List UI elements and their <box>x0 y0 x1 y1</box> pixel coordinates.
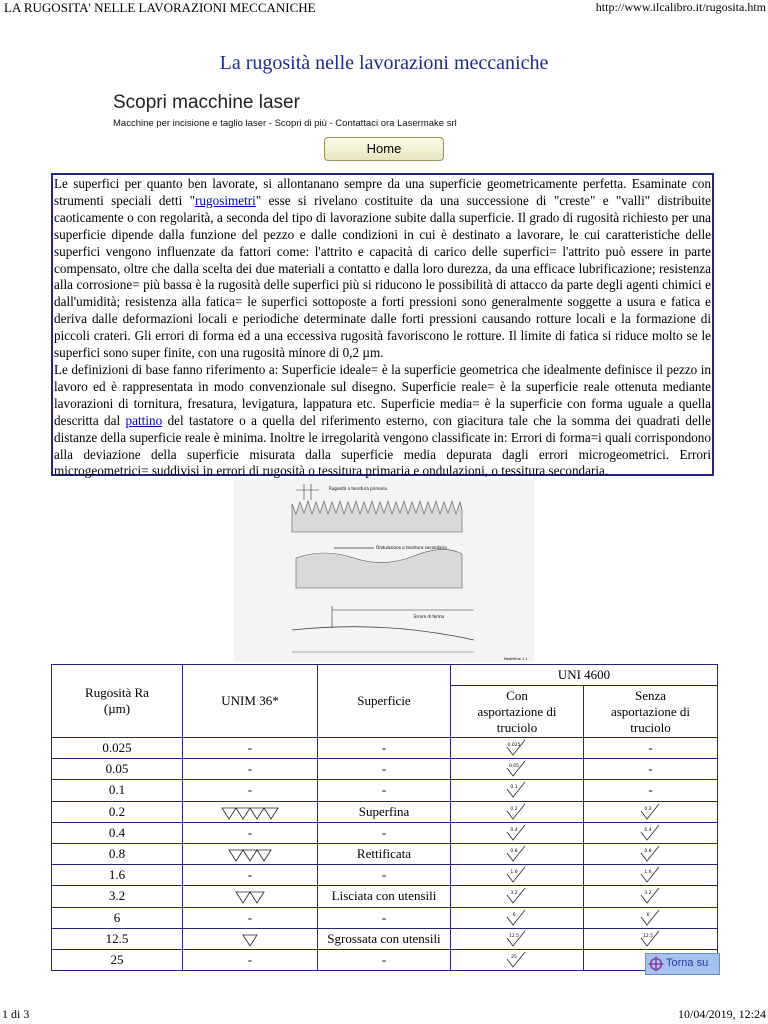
intro-paragraph-2 <box>54 362 711 480</box>
svg-text:0.8: 0.8 <box>510 849 518 855</box>
intro-p2-text-a: Le definizioni di base fanno riferimento a: Superficie ideale= è la superficie geometrica che idealmente definisce il pezzo in lavoro ed è rappresentata in modo convenzionale sul disegno. Superficie reale= è la superficie reale ottenuta mediante lavorazioni di tornitura, fresatura, levigatura, lappatura etc. Superficie media= è la superficie con forma uguale a quella descritta dal <box>54 361 711 428</box>
cell-senza <box>584 886 718 907</box>
cell-ra: 25 <box>52 949 183 970</box>
svg-text:6: 6 <box>646 912 649 918</box>
svg-text:0.4: 0.4 <box>510 827 518 833</box>
cell-superficie: - <box>318 949 451 970</box>
svg-text:1.6: 1.6 <box>510 870 518 876</box>
cell-ra: 0.4 <box>52 822 183 843</box>
cell-con <box>451 886 584 907</box>
svg-text:3.2: 3.2 <box>510 891 518 897</box>
cell-unim <box>183 928 318 949</box>
header-senza: Senza asportazione di truciolo <box>584 686 718 738</box>
roughness-symbol-icon <box>505 824 529 842</box>
roughness-circle-symbol-icon <box>639 887 663 905</box>
table-row <box>52 780 718 801</box>
cell-superficie: - <box>318 865 451 886</box>
table-row <box>52 907 718 928</box>
cell-superficie: - <box>318 907 451 928</box>
unim-triangles-icon <box>220 806 280 820</box>
roughness-circle-symbol-icon <box>639 866 663 884</box>
cell-ra: 3.2 <box>52 886 183 907</box>
crosshair-icon <box>648 956 664 972</box>
roughness-diagram-svg <box>234 480 534 662</box>
table-row <box>52 886 718 907</box>
footer-datetime: 10/04/2019, 12:24 <box>677 1007 766 1021</box>
svg-text:0.025: 0.025 <box>507 743 521 749</box>
svg-text:1.6: 1.6 <box>643 870 652 876</box>
ad-subtext[interactable]: Macchine per incisione e taglio laser - Scopri di più - Contattaci ora Lasermake srl <box>113 118 457 129</box>
roughness-circle-symbol-icon <box>639 824 663 842</box>
table-row <box>52 843 718 864</box>
roughness-circle-symbol-icon <box>639 930 663 948</box>
header-ra: Rugosità Ra (µm) <box>52 665 183 738</box>
pattino-link[interactable]: pattino <box>125 412 163 428</box>
cell-senza <box>584 907 718 928</box>
cell-ra: 0.1 <box>52 780 183 801</box>
intro-paragraph-1 <box>54 176 711 362</box>
cell-superficie: - <box>318 780 451 801</box>
footer-page: 1 di 3 <box>2 1007 30 1021</box>
cell-superficie: Lisciata con utensili <box>318 886 451 907</box>
cell-ra: 12.5 <box>52 928 183 949</box>
cell-ra: 1.6 <box>52 865 183 886</box>
header-con: Con asportazione di truciolo <box>451 686 584 738</box>
table-row <box>52 801 718 822</box>
cell-unim: - <box>183 822 318 843</box>
table-row <box>52 928 718 949</box>
unim-triangles-icon <box>234 890 266 904</box>
unim-triangles-icon <box>241 933 259 947</box>
cell-ra: 0.05 <box>52 759 183 780</box>
roughness-symbol-icon <box>505 909 529 927</box>
torna-su-button[interactable] <box>645 953 720 975</box>
header-superficie: Superficie <box>318 665 451 738</box>
svg-text:3.2: 3.2 <box>643 891 652 897</box>
cell-unim: - <box>183 738 318 759</box>
cell-unim: - <box>183 907 318 928</box>
cell-senza: - <box>584 738 718 759</box>
cell-ra: 6 <box>52 907 183 928</box>
intro-p1-text-a: Le superfici per quanto ben lavorate, si allontanano sempre da una superficie geometricamente perfetta. Esaminate con strumenti speciali detti " <box>54 176 711 208</box>
svg-text:0.05: 0.05 <box>508 764 520 770</box>
cell-con <box>451 949 584 970</box>
roughness-circle-symbol-icon <box>639 909 663 927</box>
roughness-circle-symbol-icon <box>639 845 663 863</box>
roughness-symbol-icon <box>505 739 529 757</box>
roughness-circle-symbol-icon <box>639 803 663 821</box>
cell-con <box>451 928 584 949</box>
intro-text-box <box>51 173 714 479</box>
cell-con <box>451 780 584 801</box>
roughness-table <box>51 664 718 971</box>
print-header-url: http://www.ilcalibro.it/rugosita.htm <box>595 0 766 14</box>
svg-text:12.5: 12.5 <box>508 933 520 939</box>
table-row <box>52 949 718 970</box>
page-title: La rugosità nelle lavorazioni meccaniche <box>219 52 549 74</box>
cell-con <box>451 759 584 780</box>
rugosimetri-link[interactable]: rugosimetri <box>195 192 256 208</box>
figure-label-note: Modifiche 1.1 <box>504 657 528 661</box>
cell-senza <box>584 928 718 949</box>
cell-ra: 0.8 <box>52 843 183 864</box>
cell-senza: - <box>584 780 718 801</box>
figure-label-primary: Rugosità o tessitura primaria <box>329 486 387 491</box>
cell-con <box>451 801 584 822</box>
ad-heading[interactable]: Scopri macchine laser <box>113 92 300 113</box>
cell-con <box>451 738 584 759</box>
cell-superficie: - <box>318 738 451 759</box>
cell-unim <box>183 801 318 822</box>
roughness-symbol-icon <box>505 951 529 969</box>
table-row <box>52 865 718 886</box>
roughness-symbol-icon <box>505 887 529 905</box>
intro-p2-text-b: del tastatore o a quella del riferimento esterno, con giacitura tale che la somma dei quadrati delle distanze della superficie reale è minima. Inoltre le irregolarità vengono classificate in: Errori di forma=i quali corrispondono alla deviazione della superficie misurata dalla superficie media depurata dagli errori microgeometrici. Errori microgeometrici= suddivisi in errori di rugosità o tessitura primaria e ondulazioni, o tessitura secondaria. <box>54 412 711 479</box>
home-button[interactable]: Home <box>324 137 444 161</box>
intro-p1-text-b: " esse si rivelano costituite da una successione di "creste" e "valli" distribuite caoticamente o con regolarità, a seconda del tipo di lavorazione subite dalla superficie. Il grado di rugosità richiesto per una superficie dipende dalla funzione del pezzo e dalle condizioni in cui è destinato a lavorare, le cui caratteristiche delle superfici vengono influenzate da fattori come: l'attrito e capacità di carico delle superfici= l'attrito può essere in parte compensato, oltre che dalla scelta dei due materiali a contatto e dalla loro durezza, da una efficace lubrificazione; resistenza alla corrosione= più bassa è la rugosità delle superfici più si riducono le possibilità di attacco da parte degli agenti chimici e dall'umidità; resistenza alla fatica= le superfici sottoposte a forti pressioni sono generalmente soggette a usura e fatica e deriva dalle deformazioni locali e periodiche determinate dalle forti pressioni causando rotture locali e la formazione di piccoli crateri. Gli errori di forma ed a una eccessiva rugosità favoriscono le rotture. Il limite di fatica si riduce molto se le superfici sono super finite, con una rugosità minore di 0,2 µm. <box>54 192 711 361</box>
roughness-symbol-icon <box>505 845 529 863</box>
roughness-diagram <box>234 480 534 662</box>
print-header-title: LA RUGOSITA' NELLE LAVORAZIONI MECCANICHE <box>4 0 316 15</box>
cell-con <box>451 865 584 886</box>
header-uni: UNI 4600 <box>451 665 718 686</box>
cell-con <box>451 822 584 843</box>
svg-text:0.2: 0.2 <box>643 806 652 812</box>
figure-label-secondary: Ondulazione o tessitura secondaria <box>376 545 447 550</box>
cell-con <box>451 843 584 864</box>
roughness-symbol-icon <box>505 760 529 778</box>
cell-superficie: Rettificata <box>318 843 451 864</box>
svg-text:25: 25 <box>511 954 517 960</box>
cell-unim <box>183 886 318 907</box>
cell-ra: 0.2 <box>52 801 183 822</box>
cell-unim: - <box>183 759 318 780</box>
roughness-symbol-icon <box>505 930 529 948</box>
unim-triangles-icon <box>227 848 273 862</box>
svg-text:0.1: 0.1 <box>510 785 518 791</box>
roughness-symbol-icon <box>505 781 529 799</box>
cell-superficie: Sgrossata con utensili <box>318 928 451 949</box>
cell-senza <box>584 822 718 843</box>
svg-text:0.4: 0.4 <box>643 827 652 833</box>
svg-text:0.8: 0.8 <box>643 849 652 855</box>
cell-senza <box>584 801 718 822</box>
cell-ra: 0.025 <box>52 738 183 759</box>
roughness-symbol-icon <box>505 866 529 884</box>
cell-unim: - <box>183 949 318 970</box>
cell-senza: - <box>584 759 718 780</box>
cell-superficie: - <box>318 759 451 780</box>
cell-unim <box>183 843 318 864</box>
cell-unim: - <box>183 865 318 886</box>
table-row <box>52 738 718 759</box>
cell-con <box>451 907 584 928</box>
figure-label-form: Errore di forma <box>414 614 445 619</box>
cell-senza <box>584 843 718 864</box>
cell-superficie: - <box>318 822 451 843</box>
torna-su-label: Torna su <box>666 957 709 969</box>
cell-unim: - <box>183 780 318 801</box>
svg-text:6: 6 <box>512 912 516 918</box>
table-row <box>52 822 718 843</box>
svg-text:12.5: 12.5 <box>642 933 653 939</box>
svg-text:0.2: 0.2 <box>510 806 518 812</box>
cell-superficie: Superfina <box>318 801 451 822</box>
cell-senza <box>584 865 718 886</box>
table-row <box>52 759 718 780</box>
roughness-symbol-icon <box>505 803 529 821</box>
header-unim: UNIM 36* <box>183 665 318 738</box>
